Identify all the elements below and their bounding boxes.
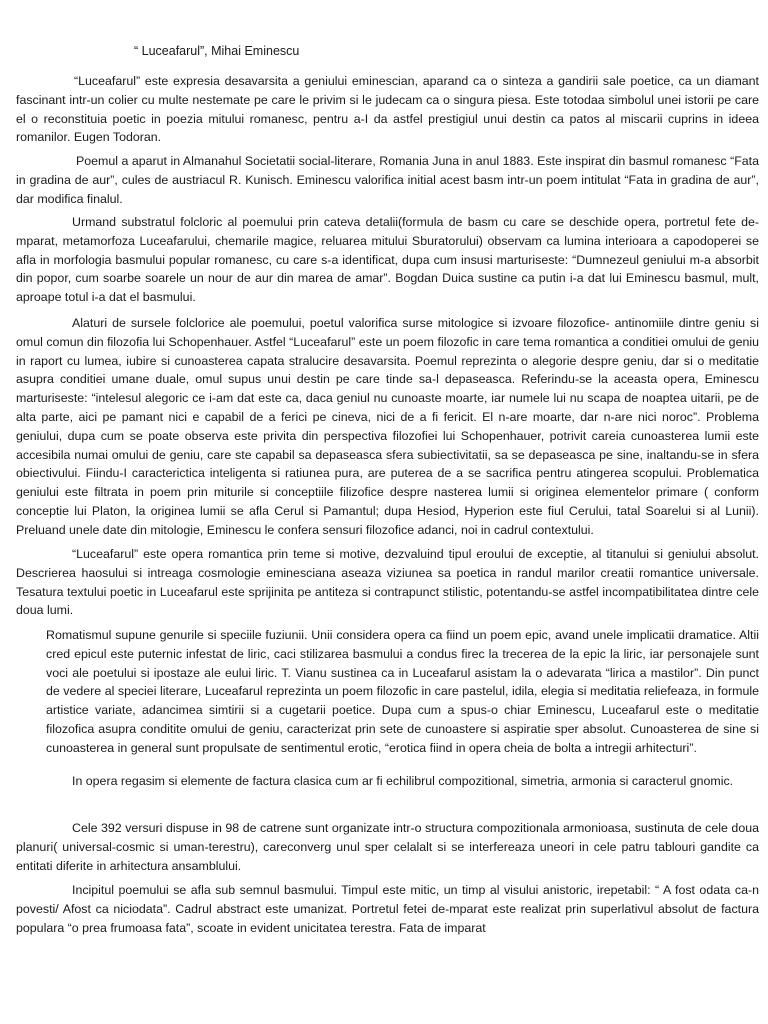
paragraph-publication: Poemul a aparut in Almanahul Societatii social-literare, Romania Juna in anul 1883. Este inspirat din basmul romanesc “Fata in gradina de aur”, cules de austriacul R. Kunisch. Eminescu valorifica initial acest basm intr-un poem intitulat “Fata in gradina de aur”, dar modifica finalul. — [16, 154, 759, 206]
paragraph-genres: Romatismul supune genurile si speciile fuziunii. Unii considera opera ca fiind un poem epic, avand unele implicatii dramatice. Altii cred epicul este puternic infestat de liric, caci stilizarea basmului a condus firec la trecerea de la epic la liric, iar personajele sunt voci ale poetului si ipostaze ale eului liric. T. Vianu sustinea ca in Luceafarul asistam la o adevarata “lirica a mastilor”. Din punct de vedere al speciei literare, Luceafarul reprezinta un poem filozofic in care pastelul, idila, elegia si meditatia reliefeaza, in formule artistice variate, adancimea simtirii si a cugetarii poetice. Dupa cum a spus-o chiar Eminescu, Luceafarul este o meditatie filozofica asupra conditite omului de geniu, caracterizat prin sete de cunoastere si aspiratie sper absolut. Cunoasterea de sine si cunoasterea in general sunt propulsate de sentimentul erotic, “erotica fiind in opera cheia de bolta a intregii arhitecturi”. — [46, 628, 759, 755]
document-title: “ Luceafarul”, Mihai Eminescu — [134, 44, 300, 58]
paragraph-folklore: Urmand substratul folcloric al poemului prin cateva detalii(formula de basm cu care se deschide opera, portretul fete de-mparat, metamorfoza Luceafarului, chemarile magice, reluarea mitului Sburatorului) observam ca lumina interioara a capodoperei se afla in morfologia basmului popular romanesc, cu care s-a identificat, dupa cum insusi marturiseste: “Dumnezeul geniului m-a absorbit din popor, cum soarbe soarele un nour de aur din marea de amar”. Bogdan Duica sustine ca putin i-a dat lui Eminescu basmul, mult, aproape totul i-a dat el basmului. — [16, 215, 759, 305]
paragraph-structure: Cele 392 versuri dispuse in 98 de catrene sunt organizate intr-o structura compozitionala armonioasa, sustinuta de cele doua planuri( universal-cosmic si uman-terestru), careconverg unul sper celalalt si se interfereaza uneori in cele patru tablouri gandite ca entitati diferite in arhitectura ansamblului. — [16, 821, 759, 873]
paragraph-intro: “Luceafarul” este expresia desavarsita a geniului eminescian, aparand ca o sinteza a gandirii sale poetice, ca un diamant fascinant intr-un colier cu multe nestemate pe care le privim si le judecam ca o singura piesa. Este totodaa simbolul unei istorii pe care el o reconstituia poetic in poezia mitului romanesc, pentru a-I da astfel prestigiul unui destin ca patos al miscarii cuprins in ideea romanilor. Eugen Todoran. — [16, 74, 759, 145]
paragraph-romanticism: “Luceafarul” este opera romantica prin teme si motive, dezvaluind tipul eroului de exceptie, al titanului si geniului absolut. Descrierea haosului si intreaga cosmologie eminesciana aseaza viziunea sa poetica in randul marilor creatii romantice universale. Tesatura textului poetic in Luceafarul este sprijinita pe antiteza si contrapunct stilistic, potentandu-se astfel incompatibilitatea dintre cele doua lumi. — [16, 547, 759, 618]
paragraph-philosophy: Alaturi de sursele folclorice ale poemului, poetul valorifica surse mitologice si izvoare filozofice- antinomiile dintre geniu si omul comun din filozofia lui Schopenhauer. Astfel “Luceafarul” este un poem filozofic in care tema romantica a conditiei omului de geniu in raport cu lumea, iubire si cunoasterea capata stralucire desavarsita. Poemul reprezinta o alegorie despre geniu, dar si o meditatie asupra conditiei umane duale, omul supus unui destin pe care tinde sa-l depaseasca. Referindu-se la aceasta opera, Eminescu marturiseste: “intelesul alegoric ce i-am dat este ca, daca geniul nu cunoaste moarte, iar numele lui nu scapa de noaptea uitarii, pe de alta parte, aici pe pamant nici e capabil de a ferici pe cineva, nici de a fi fericit. El n-are moarte, dar n-are nici noroc”. Problema geniului, dupa cum se poate observa este privita din perspectiva filozofiei lui Schopenhauer, potrivit careia cunoasterea lumii este accesibila numai omului de geniu, care ste capabil sa depaseasca sfera subiectivitatii, sa se depaseasca pe sine, inaltandu-se in sfera obiectivului. Fiindu-I caracterictica inteligenta si ratiunea pura, are puterea de a se sacrifica pentru atingerea scopului. Problematica geniului este filtrata in poem prin miturile si conceptiile filizofice despre nasterea lumii si originea elementelor primare ( conform conceptie lui Platon, la originea lumii se afla Cerul si Pamantul; dupa Hesiod, Hyperion este fiul Cerului, tatal Soarelui si al Lunii). Preluand unele date din mitologie, Eminescu le confera sensuri filozofice adanci, noi in cadrul contextului. — [16, 316, 759, 537]
paragraph-classic-elements: In opera regasim si elemente de factura clasica cum ar fi echilibrul compozitional, simetria, armonia si caracterul gnomic. — [72, 774, 734, 788]
paragraph-incipit: Incipitul poemului se afla sub semnul basmului. Timpul este mitic, un timp al visului anistoric, irepetabil: “ A fost odata ca-n povesti/ Afost ca niciodata”. Cadrul abstract este umanizat. Portretul fetei de-mparat este realizat prin superlativul absolut de factura populara “o prea frumoasa fata”, scoate in evident unicitatea terestra. Fata de imparat — [16, 883, 759, 935]
